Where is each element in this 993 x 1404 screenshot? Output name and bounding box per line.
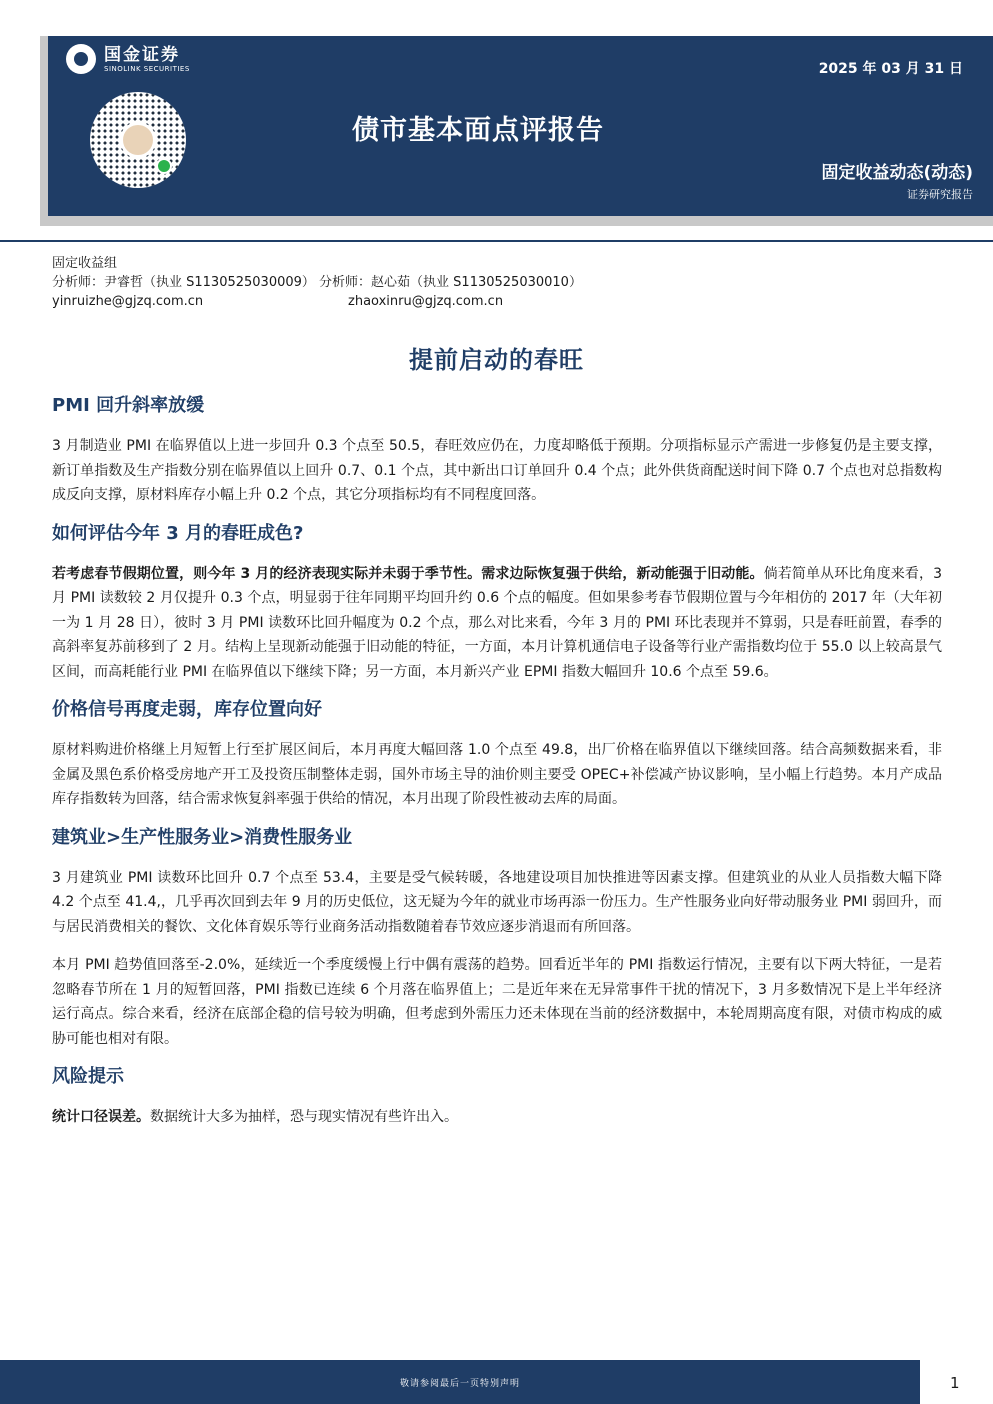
analyst-email-1[interactable]: yinruizhe@gjzq.com.cn <box>52 294 204 309</box>
section-paragraph: 若考虑春节假期位置，则今年 3 月的经济表现实际并未弱于季节性。需求边际恢复强于供给，新动能强于旧动能。倘若简单从环比角度来看，3 月 PMI 读数较 2 月仅提升 0.3 个点，明显弱于往年同期平均回升约 0.6 个点的幅度。但如果参考春节假期位置与今年相仿的 2017 年（大年初一为 1 月 28 日），彼时 3 月 PMI 读数环比回升幅度为 0.2 个点，那么对比来看，今年 3 月的 PMI 环比表现并不算弱，只是春旺前置，春季的高斜率复苏前移到了 2 月。结构上呈现新动能强于旧动能的特征，一方面，本月计算机通信电子设备等行业产需指数均位于 55.0 以上较高景气区间，而高耗能行业 PMI 在临界值以下继续下降；另一方面，本月新兴产业 EPMI 指数大幅回升 10.6 个点至 59.6。 <box>52 565 942 680</box>
report-body <box>52 394 942 1144</box>
report-series-title: 债市基本面点评报告 <box>352 115 604 146</box>
logo-name-en: SINOLINK SECURITIES <box>104 64 190 73</box>
section-heading: 价格信号再度走弱，库存位置向好 <box>52 699 322 720</box>
section-paragraph: 3 月制造业 PMI 在临界值以上进一步回升 0.3 个点至 50.5，春旺效应仍在，力度却略低于预期。分项指标显示产需进一步修复仍是主要支撑，新订单指数及生产指数分别在临界值以上回升 0.7、0.1 个点，其中新出口订单回升 0.4 个点；此外供货商配送时间下降 0.7 个点也对总指数构成反向支撑，原材料库存小幅上升 0.2 个点，其它分项指标均有不同程度回落。 <box>52 438 942 503</box>
header-divider <box>0 240 993 242</box>
section-heading: 风险提示 <box>52 1066 124 1087</box>
section-paragraph: 原材料购进价格继上月短暂上行至扩展区间后，本月再度大幅回落 1.0 个点至 49.8，出厂价格在临界值以下继续回落。结合高频数据来看，非金属及黑色系价格受房地产开工及投资压制整体走弱，国外市场主导的油价则主要受 OPEC+补偿减产协议影响，呈小幅上行趋势。本月产成品库存指数转为回落，结合需求恢复斜率强于供给的情况，本月出现了阶段性被动去库的局面。 <box>52 742 942 807</box>
section-paragraph: 统计口径误差。数据统计大多为抽样，恐与现实情况有些许出入。 <box>52 1109 458 1125</box>
page-number: 1 <box>950 1374 960 1392</box>
report-date: 2025 年 03 月 31 日 <box>818 61 963 77</box>
qr-code-icon <box>90 92 186 188</box>
analyst-block <box>52 254 582 311</box>
analyst-group: 固定收益组 <box>52 256 118 271</box>
section-heading: 建筑业>生产性服务业>消费性服务业 <box>52 826 353 848</box>
section-paragraph: 3 月建筑业 PMI 读数环比回升 0.7 个点至 53.4，主要是受气候转暖，各地建设项目加快推进等因素支撑。但建筑业的从业人员指数大幅下降 4.2 个点至 41.4,，几乎再次回到去年 9 月的历史低位，这无疑为今年的就业市场再添一份压力。生产性服务业向好带动服务业 PMI 弱回升，而与居民消费相关的餐饮、文化体育娱乐等行业商务活动指数随着春节效应逐步消退而有所回落。 <box>52 869 942 935</box>
logo-mark-icon <box>66 44 96 74</box>
section-paragraph: 本月 PMI 趋势值回落至-2.0%，延续近一个季度缓慢上行中偶有震荡的趋势。回看近半年的 PMI 指数运行情况，主要有以下两大特征，一是若忽略春节所在 1 月的短暂回落，PMI 指数已连续 6 个月落在临界值上；二是近年来在无异常事件干扰的情况下，3 月多数情况下是上半年经济运行高点。综合来看，经济在底部企稳的信号较为明确，但考虑到外需压力还未体现在当前的经济数据中，本轮周期高度有限，对债市构成的威胁可能也相对有限。 <box>52 957 942 1047</box>
company-logo <box>66 44 190 74</box>
analyst-email-2[interactable]: zhaoxinru@gjzq.com.cn <box>348 294 504 309</box>
qr-center-logo-icon <box>120 122 156 158</box>
section-heading: 如何评估今年 3 月的春旺成色? <box>52 522 304 544</box>
section-heading: PMI 回升斜率放缓 <box>52 395 205 416</box>
footer-disclaimer-note: 敬请参阅最后一页特别声明 <box>399 1379 520 1389</box>
report-title: 提前启动的春旺 <box>409 346 584 374</box>
report-category: 证券研究报告 <box>907 188 973 201</box>
report-type: 固定收益动态(动态) <box>821 163 973 183</box>
mini-program-badge-icon <box>156 158 172 174</box>
analyst-line: 分析师：尹睿哲（执业 S1130525030009） 分析师：赵心茹（执业 S1130525030010） <box>52 275 582 290</box>
logo-name-cn: 国金证券 <box>104 44 180 65</box>
